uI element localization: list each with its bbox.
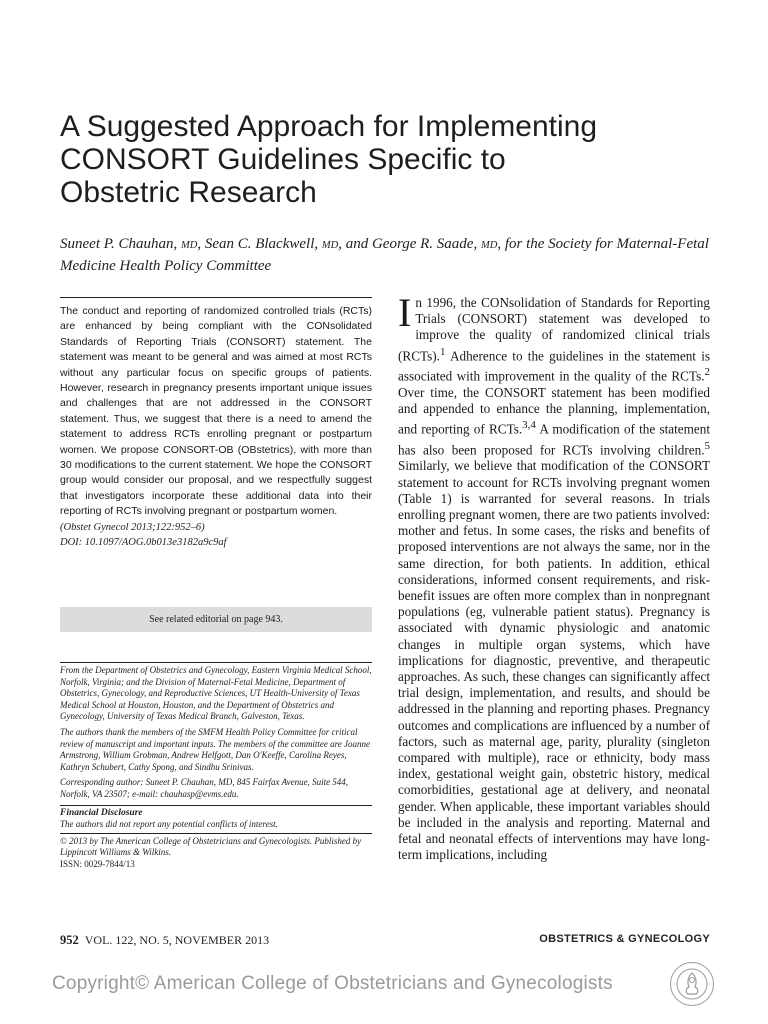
notes-top-rule (60, 662, 372, 663)
author-degree: MD (321, 240, 339, 251)
body-paragraph-part: Similarly, we believe that modification of the CONSORT statement to account for RCTs involving pregnant women (Table 1) is warranted for several reasons. In trials enrolling pregnant women, there are two patients involved: mother and fetus. In some cases, the risks and benefits of proposed interventions are not always the same, nor in the same direction, for both patients. In addition, ethical considerations, informed consent requirements, and risk-benefit issues are often more complex than in nonpregnant populations (eg, vulnerable patient status). Pregnancy is associated with dynamic physiologic and anatomic changes in multiple organ systems, which have implications for diagnostic, preventive, and therapeutic approaches. As such, these changes can significantly affect trial design, implementation, and results, and should be addressed in the planning and reporting phases. Pregnancy outcomes and complications are influenced by a number of factors, such as maternal age, parity, plurality (singleton compared with multiple), race or ethnicity, body mass index, gestational weight gain, obstetric history, medical comorbidities, gestational age at delivery, and neonatal gender. When applicable, these important variables should be included in the analysis and reporting. Maternal and fetal and neonatal effects of interventions may have long-term implications, including (398, 458, 711, 863)
related-editorial-note: See related editorial on page 943. (60, 607, 372, 632)
disclosure-rule (60, 805, 372, 806)
author-affiliation-tail: , for the Society for Maternal-Fetal Medicine Health Policy Committee (60, 236, 709, 274)
copyright-note: © 2013 by The American College of Obstetricians and Gynecologists. Published by Lippincott Williams & Wilkins. (60, 835, 362, 858)
article-title (60, 110, 720, 209)
page-footer (60, 933, 710, 951)
journal-citation: (Obstet Gynecol 2013;122:952–6) (60, 521, 205, 533)
abstract-text: The conduct and reporting of randomized controlled trials (RCTs) are enhanced by being compliant with the CONsolidated Standards of Reporting Trials (CONSORT) statement. The statement was meant to be general and was aimed at most RCTs without any particular focus on specific groups of patients. However, research in pregnancy presents important unique issues and challenges that are not addressed in the CONSORT statement. Thus, we suggest that there is a need to amend the statement to address RCTs enrolling pregnant or postpartum women. We propose CONSORT-OB (OBstetrics), with more than 30 modifications to the current statement. We hope the CONSORT group would consider our proposal, and we respectfully suggest that investigators incorporate these additional data into their reporting of RCTs involving pregnant or postpartum women. (60, 305, 372, 518)
author-name: , and George R. Saade, (338, 236, 481, 252)
body-paragraph-part: A modification of the statement has also been proposed for RCTs involving children. (398, 421, 710, 458)
reference-superscript: 3,4 (522, 419, 536, 432)
author-list (60, 234, 715, 276)
issue-info: VOL. 122, NO. 5, NOVEMBER 2013 (84, 933, 270, 947)
title-line: A Suggested Approach for Implementing (60, 110, 598, 143)
body-text (398, 290, 711, 863)
reference-superscript: 5 (704, 439, 710, 452)
disclosure-heading: Financial Disclosure (60, 807, 143, 818)
abstract-top-rule (60, 297, 372, 298)
page-number: 952 (60, 933, 79, 947)
affiliation-text: From the Department of Obstetrics and Gynecology, Eastern Virginia Medical School, Norfolk, Virginia; and the Division of Maternal-Fetal Medicine, Department of Obstetrics, Gynecology, and Reproductive Sciences, UT Health-University of Texas Medical School at Houston, Houston, and the Department of Obstetrics and Gynecology, University of Texas Medical Branch, Galveston, Texas. (60, 665, 372, 722)
doi: DOI: 10.1097/AOG.0b013e3182a9c9af (60, 536, 227, 548)
author-name: , Sean C. Blackwell, (197, 236, 322, 252)
abstract-column (60, 297, 372, 550)
issn: ISSN: 0029-7844/13 (60, 858, 135, 869)
acog-seal-icon (670, 962, 714, 1006)
author-degree: MD (480, 240, 498, 251)
body-paragraph-part: n 1996, the CONsolidation of Standards for Reporting Trials (CONSORT) statement was developed to improve the quality of randomized clinical trials (RCTs). (398, 295, 710, 363)
copyright-rule (60, 833, 372, 834)
reference-superscript: 1 (439, 345, 446, 358)
seal-graphic (671, 963, 713, 1005)
body-paragraph-part: Adherence to the guidelines in the statement is associated with improvement in the quality of the RCTs. (398, 348, 710, 384)
journal-name: OBSTETRICS & GYNECOLOGY (539, 933, 710, 945)
acknowledgment-text: The authors thank the members of the SMFM Health Policy Committee for critical review of manuscript and important inputs. The members of the committee are Joanne Armstrong, William Grobman, Andrew Helfgott, Dan O'Keeffe, Carolina Reyes, Kathryn Schubert, Cathy Spong, and Sindhu Srinivas. (60, 726, 371, 772)
body-paragraph-part: Over time, the CONSORT statement has been modified and appended to enhance the planning, implementation, and reporting of RCTs. (398, 384, 710, 437)
disclosure-text: The authors did not report any potential conflicts of interest. (60, 819, 278, 830)
author-name: Suneet P. Chauhan, (60, 236, 181, 252)
corresponding-author: Corresponding author: Suneet P. Chauhan, MD, 845 Fairfax Avenue, Suite 544, Norfolk, VA 23507; e-mail: chauhasp@evms.edu. (60, 777, 349, 799)
title-line: CONSORT Guidelines Specific to (60, 143, 506, 176)
drop-cap: I (398, 290, 412, 335)
reference-superscript: 2 (704, 366, 710, 379)
author-notes (60, 660, 372, 871)
title-line: Obstetric Research (60, 176, 317, 209)
author-degree: MD (180, 240, 198, 251)
copyright-watermark: Copyright© American College of Obstetricians and Gynecologists (52, 973, 613, 994)
